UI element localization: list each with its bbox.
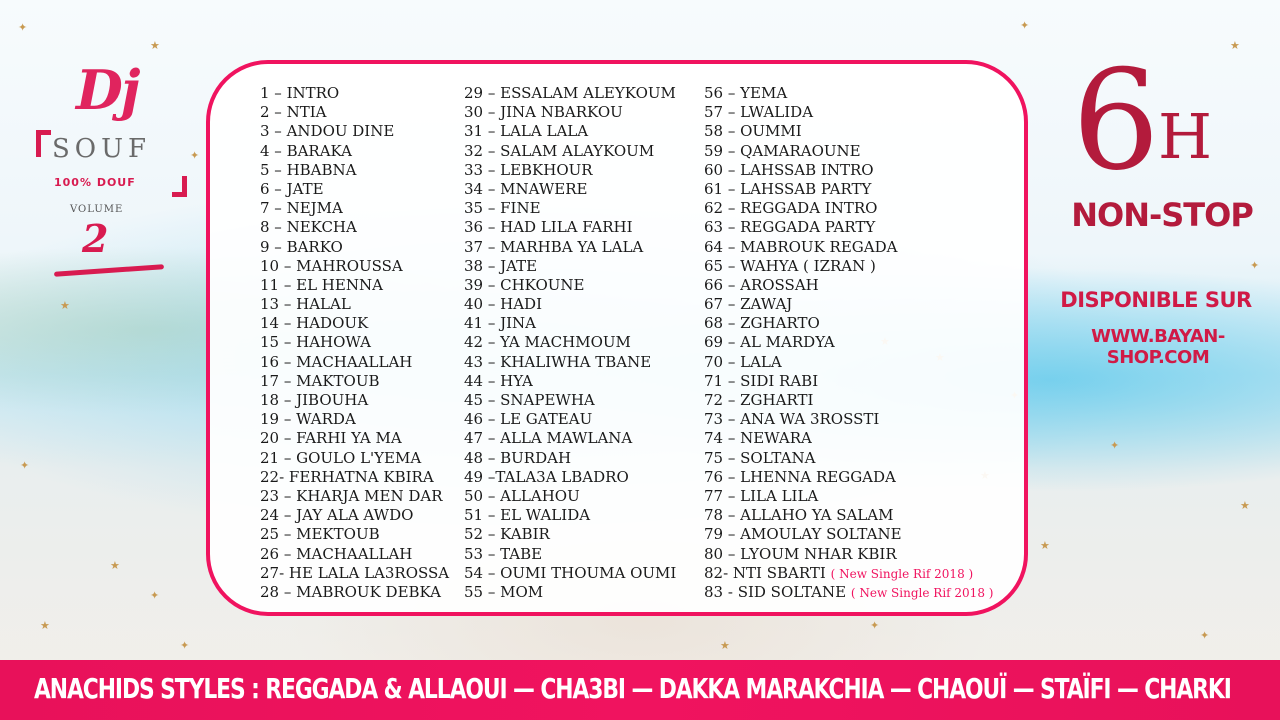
track-item: 49 –TALA3A LBADRO [464,467,629,486]
track-item: 80 – LYOUM NHAR KBIR [704,544,897,563]
track-item: 48 – BURDAH [464,448,572,467]
track-item: 56 – YEMA [704,84,788,102]
track-item: 67 – ZAWAJ [704,295,793,314]
track-item: 69 – AL MARDYA [704,333,835,352]
track-item: 15 – HAHOWA [260,333,371,352]
track-item: 14 – HADOUK [260,314,369,333]
star-icon: ✦ [18,21,28,34]
track-item: 41 – JINA [464,314,537,333]
track-item: 23 – KHARJA MEN DAR [260,486,443,505]
star-icon: ★ [1040,539,1050,552]
star-icon: ★ [150,39,160,52]
track-item: 75 – SOLTANA [704,448,816,467]
footer-banner [0,660,1280,720]
duration-badge [1072,40,1213,201]
track-item: 78 – ALLAHO YA SALAM [704,506,894,525]
track-item: 76 – LHENNA REGGADA [704,467,896,486]
track-item: 63 – REGGADA PARTY [704,218,876,237]
track-item: 64 – MABROUK REGADA [704,237,898,256]
star-icon: ★ [110,559,120,572]
track-item: 5 – HBABNA [260,160,357,179]
track-item: 42 – YA MACHMOUM [464,333,631,352]
track-item: 77 – LILA LILA [704,486,819,505]
track-item: 62 – REGGADA INTRO [704,199,878,218]
track-item: 73 – ANA WA 3ROSSTI [704,410,880,429]
track-item: 22- FERHATNA KBIRA [260,467,434,486]
star-icon: ★ [1240,499,1250,512]
logo-dj: Dj [76,58,139,122]
star-icon: ✦ [1250,259,1260,272]
logo-paint-stroke [54,264,164,277]
tracklist-column-1 [260,84,449,602]
track-item: 60 – LAHSSAB INTRO [704,160,874,179]
star-icon: ✦ [180,639,190,652]
duration-hours: 6 [1072,40,1160,201]
logo-bracket-left [36,130,51,157]
track-item: 53 – TABE [464,544,543,563]
star-icon: ✦ [1020,19,1030,32]
star-icon: ★ [1230,39,1240,52]
logo-volume-number: 2 [82,216,109,261]
star-icon: ✦ [1200,629,1210,642]
tracklist-column-3 [704,84,993,602]
footer-styles-text: ANACHIDS STYLES : REGGADA & ALLAOUI — CHA3BI — DAKKA MARAKCHIA — CHAOUÏ — STAÏFI — CHARKI [34,672,1231,705]
track-item: 65 – WAHYA ( IZRAN ) [704,256,876,275]
track-item: 71 – SIDI RABI [704,371,819,390]
star-icon: ✦ [870,619,880,632]
track-item: 68 – ZGHARTO [704,314,820,333]
new-single-note: ( New Single Rif 2018 ) [830,566,974,581]
track-item: 32 – SALAM ALAYKOUM [464,141,655,160]
track-item: 27- HE LALA LA3ROSSA [260,563,450,582]
track-item: 66 – AROSSAH [704,275,819,294]
track-item: 25 – MEKTOUB [260,525,380,544]
track-item: 24 – JAY ALA AWDO [260,506,414,525]
track-item: 10 – MAHROUSSA [260,256,403,275]
tracklist-panel [206,60,1028,616]
track-item: 34 – MNAWERE [464,179,588,198]
logo-bracket-right [172,176,187,197]
tracklist-column-2 [464,84,676,602]
logo-name: SOUF [52,134,152,164]
track-item: 9 – BARKO [260,237,343,256]
star-icon: ✦ [190,149,200,162]
duration-unit: H [1158,100,1213,173]
track-item: 46 – LE GATEAU [464,410,593,429]
track-item: 26 – MACHAALLAH [260,544,413,563]
track-item: 52 – KABIR [464,525,550,544]
track-item: 54 – OUMI THOUMA OUMI [464,563,677,582]
track-item: 40 – HADI [464,295,542,314]
track-item: 44 – HYA [464,371,533,390]
track-item: 18 – JIBOUHA [260,391,369,409]
track-item: 57 – LWALIDA [704,103,814,122]
track-item: 35 – FINE [464,199,541,218]
dj-souf-logo [32,58,192,288]
track-item: 19 – WARDA [260,410,356,429]
star-icon: ★ [40,619,50,632]
track-item: 7 – NEJMA [260,199,343,218]
track-item: 21 – GOULO L'YEMA [260,448,422,467]
track-item: 16 – MACHAALLAH [260,352,413,371]
track-item: 70 – LALA [704,352,782,371]
new-single-track-item [704,564,993,583]
track-item: 13 – HALAL [260,295,351,314]
logo-volume-label: VOLUME [70,204,124,215]
track-item: 33 – LEBKHOUR [464,160,593,179]
star-icon: ✦ [20,459,30,472]
track-item: 20 – FARHI YA MA [260,429,402,448]
track-item: 17 – MAKTOUB [260,371,380,390]
track-item: 11 – EL HENNA [260,275,383,294]
track-title: 83 - SID SOLTANE [704,582,847,601]
track-item: 47 – ALLA MAWLANA [464,429,633,448]
track-item: 50 – ALLAHOU [464,486,580,505]
track-item: 28 – MABROUK DEBKA [260,582,441,601]
track-item: 61 – LAHSSAB PARTY [704,179,872,198]
track-item: 59 – QAMARAOUNE [704,141,861,160]
track-item: 58 – OUMMI [704,122,802,141]
track-item: 3 – ANDOU DINE [260,122,395,141]
track-item: 38 – JATE [464,256,538,275]
non-stop-label: NON-STOP [1071,196,1253,234]
track-item: 74 – NEWARA [704,429,812,448]
track-item: 72 – ZGHARTI [704,391,814,409]
track-item: 31 – LALA LALA [464,122,589,141]
track-item: 6 – JATE [260,179,324,198]
track-item: 43 – KHALIWHA TBANE [464,352,652,371]
track-item: 36 – HAD LILA FARHI [464,218,633,237]
track-title: 82- NTI SBARTI [704,563,826,582]
track-item: 45 – SNAPEWHA [464,391,595,409]
star-icon: ✦ [1110,439,1120,452]
track-item: 29 – ESSALAM ALEYKOUM [464,84,676,102]
track-item: 55 – MOM [464,582,544,601]
track-item: 1 – INTRO [260,84,340,102]
website-link[interactable]: WWW.BAYAN-SHOP.COM [1091,326,1225,368]
star-icon: ★ [60,299,70,312]
new-single-track-item [704,583,993,602]
track-item: 37 – MARHBA YA LALA [464,237,644,256]
star-icon: ★ [720,639,730,652]
track-item: 4 – BARAKA [260,141,352,160]
availability-label: DISPONIBLE SUR [1060,288,1252,312]
track-item: 79 – AMOULAY SOLTANE [704,525,902,544]
track-item: 2 – NTIA [260,103,327,122]
track-item: 8 – NEKCHA [260,218,357,237]
star-icon: ✦ [150,589,160,602]
logo-tagline: 100% DOUF [54,176,136,189]
track-item: 39 – CHKOUNE [464,275,585,294]
track-item: 30 – JINA NBARKOU [464,103,623,122]
track-item: 51 – EL WALIDA [464,506,591,525]
new-single-note: ( New Single Rif 2018 ) [850,585,994,600]
